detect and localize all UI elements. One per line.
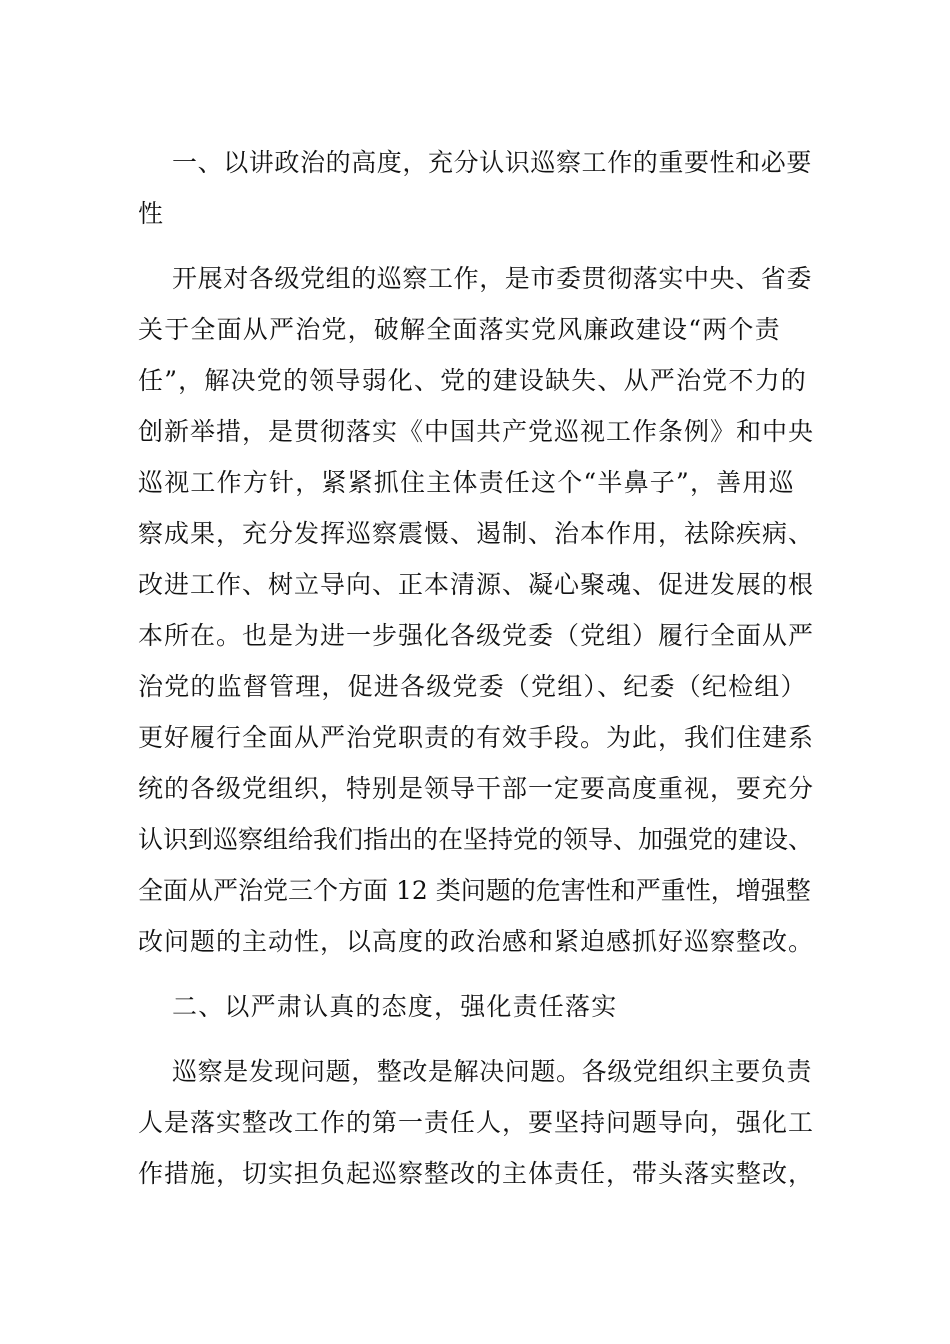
paragraph-line: 任”，解决党的领导弱化、党的建设缺失、从严治党不力的 xyxy=(138,366,807,395)
paragraph-line: 察成果，充分发挥巡察震慑、遏制、治本作用，祛除疾病、 xyxy=(138,519,815,548)
paragraph-line: 认识到巡察组给我们指出的在坚持党的领导、加强党的建设、 xyxy=(138,825,814,854)
paragraph-line: 更好履行全面从严治党职责的有效手段。为此，我们住建系 xyxy=(138,723,815,752)
paragraph-line: 关于全面从严治党，破解全面落实党风廉政建设“两个责 xyxy=(138,315,781,344)
heading-section-1: 一、以讲政治的高度，充分认识巡察工作的重要性和必要 xyxy=(172,148,813,177)
paragraph-line: 治党的监督管理，促进各级党委（党组）、纪委（纪检组） xyxy=(138,672,807,701)
paragraph-line: 全面从严治党三个方面 12 类问题的危害性和严重性，增强整 xyxy=(138,876,811,905)
paragraph-line: 改问题的主动性，以高度的政治感和紧迫感抓好巡察整改。 xyxy=(138,927,815,956)
heading-section-1-continued: 性 xyxy=(138,199,165,228)
paragraph-line: 人是落实整改工作的第一责任人，要坚持问题导向，强化工 xyxy=(138,1108,815,1137)
paragraph-line: 开展对各级党组的巡察工作，是市委贯彻落实中央、省委 xyxy=(172,264,813,293)
paragraph-line: 巡视工作方针，紧紧抓住主体责任这个“半鼻子”，善用巡 xyxy=(138,468,795,497)
paragraph-line: 作措施，切实担负起巡察整改的主体责任，带头落实整改， xyxy=(138,1159,815,1188)
heading-section-2: 二、以严肃认真的态度，强化责任落实 xyxy=(172,992,618,1021)
paragraph-line: 统的各级党组织，特别是领导干部一定要高度重视，要充分 xyxy=(138,774,815,803)
paragraph-line: 创新举措，是贯彻落实《中国共产党巡视工作条例》和中央 xyxy=(138,417,815,446)
paragraph-line: 巡察是发现问题，整改是解决问题。各级党组织主要负责 xyxy=(172,1057,813,1086)
paragraph-line: 改进工作、树立导向、正本清源、凝心聚魂、促进发展的根 xyxy=(138,570,815,599)
paragraph-line: 本所在。也是为进一步强化各级党委（党组）履行全面从严 xyxy=(138,621,815,650)
